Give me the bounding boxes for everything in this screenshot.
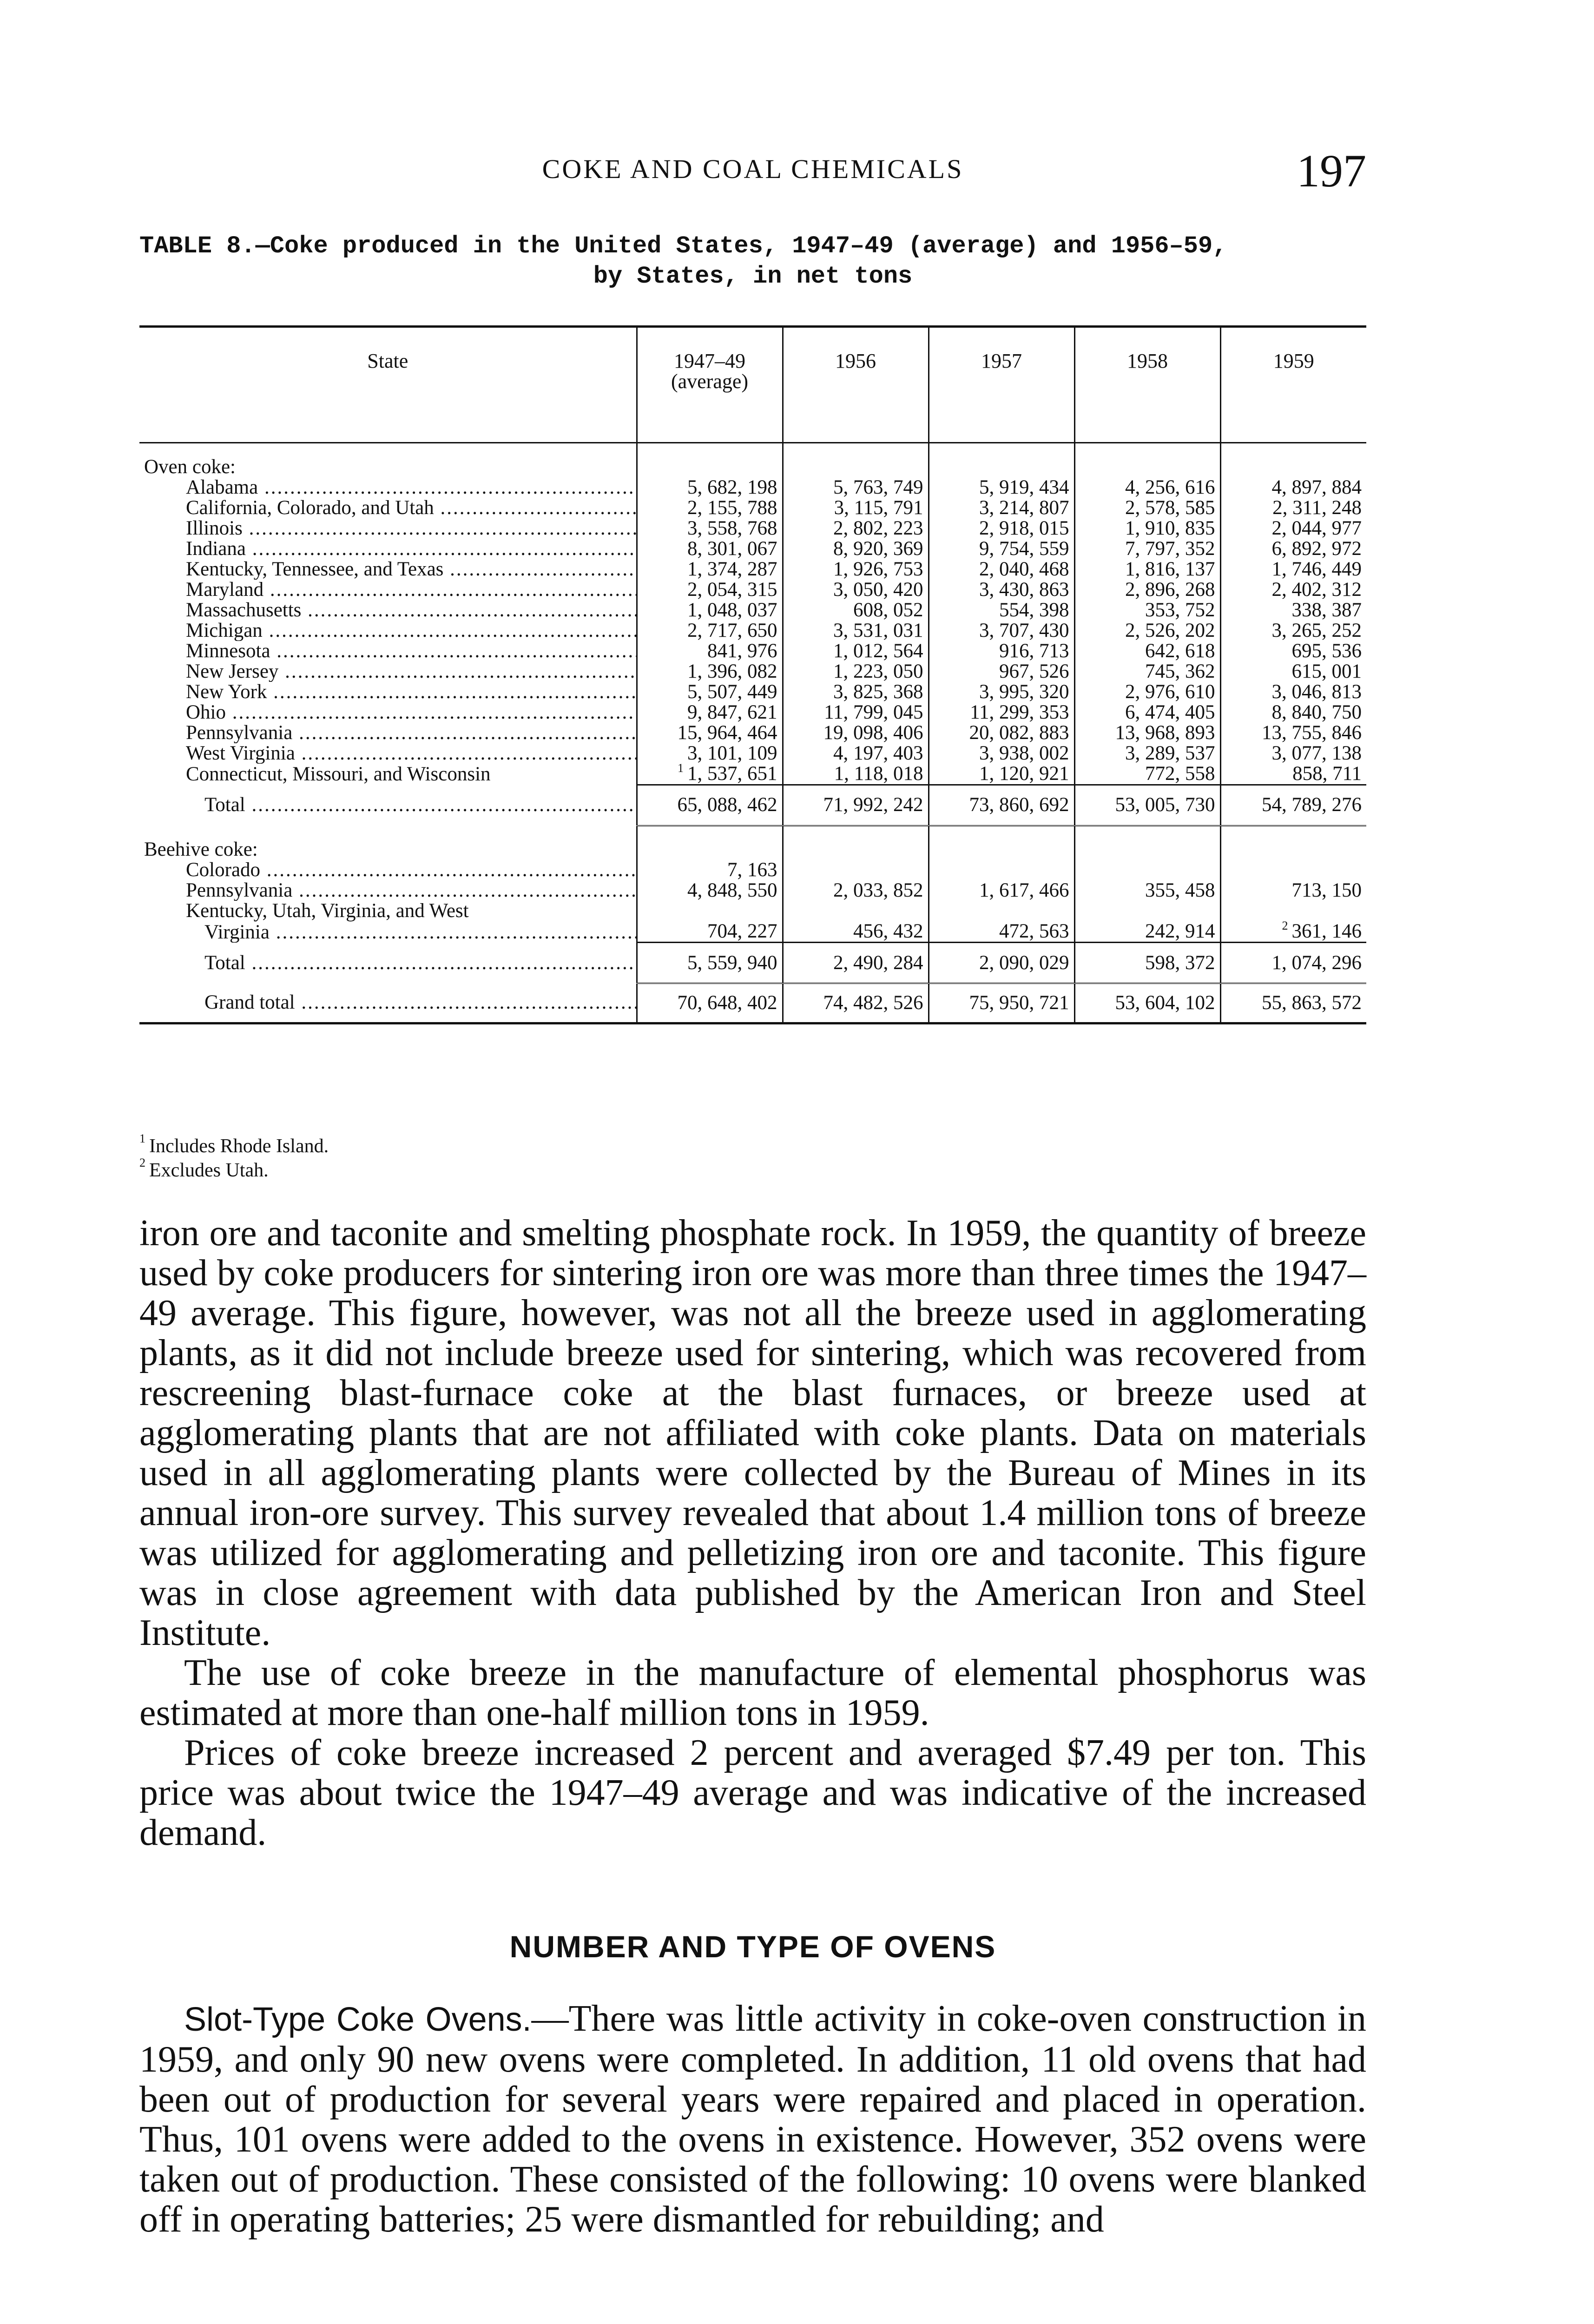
value-cell: 3, 046, 813 [1220, 682, 1366, 702]
body-text [139, 1213, 1366, 1853]
table-row [139, 641, 1366, 661]
section-heading-row [139, 839, 1366, 860]
value-cell: 1, 120, 921 [929, 764, 1074, 785]
total-row [139, 943, 1366, 984]
paragraph: Prices of coke breeze increased 2 percent and averaged $7.49 per ton. This price was about twice the 1947–49 average and was indicative of the increased demand. [139, 1732, 1366, 1853]
table-row [139, 498, 1366, 518]
value-cell: 3, 289, 537 [1074, 743, 1220, 764]
state-label: Pennsylvania ..... [186, 880, 637, 901]
grand-total-cell: 55, 863, 572 [1220, 984, 1366, 1023]
state-label: Virginia ..... [204, 921, 637, 943]
table-row [139, 580, 1366, 600]
value-cell: 745, 362 [1074, 661, 1220, 682]
total-cell: 53, 005, 730 [1074, 785, 1220, 825]
total-label: Total ..... [204, 952, 637, 974]
value-cell: 3, 531, 031 [783, 621, 929, 641]
value-cell: 3, 995, 320 [929, 682, 1074, 702]
page-number: 197 [1297, 145, 1366, 197]
value-cell: 456, 432 [783, 921, 929, 943]
total-cell: 598, 372 [1074, 943, 1220, 984]
value-cell [1220, 860, 1366, 880]
value-cell: 1, 048, 037 [637, 600, 783, 621]
table-footnotes [139, 1134, 329, 1182]
paragraph [139, 1999, 1366, 2239]
footnote-marker: 2 [139, 1156, 145, 1169]
column-header-1956: 1956 [783, 327, 929, 443]
table-row [139, 702, 1366, 723]
value-cell [783, 860, 929, 880]
value-cell [1220, 921, 1366, 943]
value-cell [1074, 860, 1220, 880]
state-label: Indiana ..... [186, 539, 637, 559]
column-header-1957: 1957 [929, 327, 1074, 443]
value-cell: 355, 458 [1074, 880, 1220, 901]
value-cell: 4, 197, 403 [783, 743, 929, 764]
table-row [139, 723, 1366, 743]
total-cell: 54, 789, 276 [1220, 785, 1366, 825]
footnote [139, 1158, 329, 1182]
value-cell: 2, 578, 585 [1074, 498, 1220, 518]
paragraph: The use of coke breeze in the manufacture of elemental phosphorus was estimated at more than one-half million tons in 1959. [139, 1652, 1366, 1733]
table-caption-line: TABLE 8.—Coke produced in the United States, 1947–49 (average) and 1956–59, [139, 232, 1227, 260]
running-head [139, 144, 1366, 195]
value-cell: 2, 402, 312 [1220, 580, 1366, 600]
total-cell: 65, 088, 462 [637, 785, 783, 825]
value-cell: 13, 968, 893 [1074, 723, 1220, 743]
value-cell: 3, 558, 768 [637, 518, 783, 539]
column-header-1947-49 [637, 327, 783, 443]
value-cell: 1, 746, 449 [1220, 559, 1366, 580]
value-cell: 3, 430, 863 [929, 580, 1074, 600]
total-row [139, 785, 1366, 825]
value-cell: 5, 507, 449 [637, 682, 783, 702]
value-cell: 1, 910, 835 [1074, 518, 1220, 539]
value-cell: 1, 617, 466 [929, 880, 1074, 901]
state-label: Pennsylvania ..... [186, 723, 637, 743]
value-cell: 4, 897, 884 [1220, 477, 1366, 498]
paragraph-text: —There was little activity in coke-oven construction in 1959, and only 90 new ovens were completed. In addition, 11 old ovens that had been out of production for several years were repaired and placed in operation. Thus, 101 ovens were added to the ovens in existence. However, 352 ovens were taken out of production. These consisted of the following: 10 ovens were blanked off in operating batteries; 25 were dismantled for rebuilding; and [139, 1998, 1366, 2240]
state-label: West Virginia ..... [186, 743, 637, 764]
state-label: Minnesota ..... [186, 641, 637, 661]
value-cell: 4, 256, 616 [1074, 477, 1220, 498]
value-cell: 7, 163 [637, 860, 783, 880]
value-cell: 1, 374, 287 [637, 559, 783, 580]
value-cell: 695, 536 [1220, 641, 1366, 661]
column-header-label: 1947–49 (average) [671, 350, 749, 393]
column-header-1959: 1959 [1220, 327, 1366, 443]
footnote [139, 1134, 329, 1158]
table-row [139, 518, 1366, 539]
table-row [139, 764, 1366, 785]
paragraph: iron ore and taconite and smelting phosphate rock. In 1959, the quantity of breeze used by coke producers for sintering iron ore was more than three times the 1947–49 average. This figure, however, was not all the breeze used in agglomerating plants, as it did not include breeze used for sintering, which was recovered from rescreening blast-furnace coke at the blast furnaces, or breeze used at agglomerating plants that are not affiliated with coke plants. Data on materials used in all agglomerating plants were collected by the Bureau of Mines in its annual iron-ore survey. This survey revealed that about 1.4 million tons of breeze was utilized for agglomerating and pelletizing iron ore and taconite. This figure was in close agreement with data published by the American Iron and Steel Institute. [139, 1213, 1366, 1653]
body-text [139, 1999, 1366, 2239]
value-cell: 1, 816, 137 [1074, 559, 1220, 580]
value-cell: 608, 052 [783, 600, 929, 621]
grand-total-row [139, 984, 1366, 1023]
value-cell: 2, 802, 223 [783, 518, 929, 539]
value-cell: 6, 892, 972 [1220, 539, 1366, 559]
state-label: New York ..... [186, 682, 637, 702]
table-row [139, 682, 1366, 702]
value-cell: 8, 920, 369 [783, 539, 929, 559]
value-cell: 916, 713 [929, 641, 1074, 661]
value-cell: 3, 214, 807 [929, 498, 1074, 518]
table-row [139, 621, 1366, 641]
grand-total-label: Grand total ..... [204, 991, 637, 1013]
value-cell: 1, 926, 753 [783, 559, 929, 580]
section-heading-row [139, 457, 1366, 477]
value-cell: 713, 150 [1220, 880, 1366, 901]
value-cell: 3, 707, 430 [929, 621, 1074, 641]
table-caption-line: by States, in net tons [593, 263, 913, 290]
value-cell: 5, 682, 198 [637, 477, 783, 498]
value-cell: 15, 964, 464 [637, 723, 783, 743]
value-cell: 9, 754, 559 [929, 539, 1074, 559]
column-header-1958: 1958 [1074, 327, 1220, 443]
value-cell: 1, 012, 564 [783, 641, 929, 661]
table-row [139, 661, 1366, 682]
grand-total-cell: 75, 950, 721 [929, 984, 1074, 1023]
state-label: Kentucky, Tennessee, and Texas ..... [186, 559, 637, 580]
value-cell: 20, 082, 883 [929, 723, 1074, 743]
state-label: Illinois ..... [186, 518, 637, 539]
footnote-text: Includes Rhode Island. [149, 1136, 329, 1157]
value-cell: 1, 396, 082 [637, 661, 783, 682]
table-row [139, 539, 1366, 559]
table-row [139, 901, 1366, 921]
value-cell: 472, 563 [929, 921, 1074, 943]
value-cell: 858, 711 [1220, 764, 1366, 785]
coke-production-table [139, 325, 1366, 1024]
value-cell: 2, 918, 015 [929, 518, 1074, 539]
state-label: California, Colorado, and Utah ..... [186, 498, 637, 518]
state-label: Kentucky, Utah, Virginia, and West [186, 900, 469, 922]
table-row [139, 880, 1366, 901]
state-label: New Jersey ..... [186, 661, 637, 682]
section-heading-beehive-coke: Beehive coke: [144, 838, 258, 860]
footnote-marker: 1 [139, 1132, 145, 1145]
value-cell: 3, 825, 368 [783, 682, 929, 702]
table-row [139, 559, 1366, 580]
state-label: Colorado ..... [186, 860, 637, 880]
state-label: Massachusetts ..... [186, 600, 637, 621]
run-in-heading: Slot-Type Coke Ovens. [184, 2001, 532, 2038]
value-cell [637, 761, 783, 785]
value-cell: 7, 797, 352 [1074, 539, 1220, 559]
table-row [139, 860, 1366, 880]
footnote-marker: 2 [1282, 919, 1288, 932]
value-cell: 3, 115, 791 [783, 498, 929, 518]
value-cell: 8, 301, 067 [637, 539, 783, 559]
running-title: COKE AND COAL CHEMICALS [542, 154, 964, 184]
state-label: Michigan ..... [186, 621, 637, 641]
footnote-text: Excludes Utah. [149, 1160, 269, 1181]
value-cell: 3, 101, 109 [637, 743, 783, 764]
footnote-marker: 1 [678, 761, 684, 775]
total-cell: 2, 490, 284 [783, 943, 929, 984]
value-cell: 554, 398 [929, 600, 1074, 621]
value-text: 1, 537, 651 [687, 762, 777, 785]
value-cell: 2, 040, 468 [929, 559, 1074, 580]
value-cell: 704, 227 [637, 921, 783, 943]
total-cell: 2, 090, 029 [929, 943, 1074, 984]
value-cell: 9, 847, 621 [637, 702, 783, 723]
value-cell: 353, 752 [1074, 600, 1220, 621]
table-row [139, 477, 1366, 498]
value-cell: 772, 558 [1074, 764, 1220, 785]
value-cell: 11, 299, 353 [929, 702, 1074, 723]
value-cell: 967, 526 [929, 661, 1074, 682]
value-cell: 2, 717, 650 [637, 621, 783, 641]
value-cell: 2, 976, 610 [1074, 682, 1220, 702]
total-cell: 71, 992, 242 [783, 785, 929, 825]
grand-total-cell: 74, 482, 526 [783, 984, 929, 1023]
value-cell: 1, 223, 050 [783, 661, 929, 682]
grand-total-cell: 53, 604, 102 [1074, 984, 1220, 1023]
table-row [139, 743, 1366, 764]
value-cell: 2, 311, 248 [1220, 498, 1366, 518]
value-cell: 13, 755, 846 [1220, 723, 1366, 743]
value-cell: 2, 054, 315 [637, 580, 783, 600]
value-cell: 642, 618 [1074, 641, 1220, 661]
table-caption [139, 232, 1366, 290]
total-cell: 1, 074, 296 [1220, 943, 1366, 984]
value-cell: 3, 050, 420 [783, 580, 929, 600]
state-label: Maryland ..... [186, 580, 637, 600]
value-cell: 5, 919, 434 [929, 477, 1074, 498]
value-cell [929, 860, 1074, 880]
value-cell: 338, 387 [1220, 600, 1366, 621]
grand-total-cell: 70, 648, 402 [637, 984, 783, 1023]
value-cell: 3, 077, 138 [1220, 743, 1366, 764]
state-label: Connecticut, Missouri, and Wisconsin [186, 763, 491, 785]
value-cell: 3, 938, 002 [929, 743, 1074, 764]
state-label: Ohio ..... [186, 702, 637, 723]
table-row [139, 600, 1366, 621]
total-cell: 5, 559, 940 [637, 943, 783, 984]
value-cell: 2, 044, 977 [1220, 518, 1366, 539]
value-cell: 2, 896, 268 [1074, 580, 1220, 600]
value-cell: 11, 799, 045 [783, 702, 929, 723]
value-cell: 615, 001 [1220, 661, 1366, 682]
value-text: 361, 146 [1291, 920, 1362, 942]
value-cell: 6, 474, 405 [1074, 702, 1220, 723]
value-cell: 2, 033, 852 [783, 880, 929, 901]
total-label: Total ..... [204, 794, 637, 816]
value-cell: 841, 976 [637, 641, 783, 661]
value-cell: 8, 840, 750 [1220, 702, 1366, 723]
section-heading: NUMBER AND TYPE OF OVENS [509, 1929, 996, 1964]
section-heading-oven-coke: Oven coke: [144, 456, 236, 478]
total-cell: 73, 860, 692 [929, 785, 1074, 825]
value-cell: 2, 155, 788 [637, 498, 783, 518]
value-cell: 4, 848, 550 [637, 880, 783, 901]
table-header-row [139, 327, 1366, 443]
value-cell: 242, 914 [1074, 921, 1220, 943]
state-label: Alabama ..... [186, 477, 637, 498]
value-cell: 5, 763, 749 [783, 477, 929, 498]
value-cell: 1, 118, 018 [783, 764, 929, 785]
value-cell: 3, 265, 252 [1220, 621, 1366, 641]
table-row [139, 921, 1366, 943]
value-cell: 2, 526, 202 [1074, 621, 1220, 641]
column-header-state: State [139, 327, 637, 443]
value-cell: 19, 098, 406 [783, 723, 929, 743]
